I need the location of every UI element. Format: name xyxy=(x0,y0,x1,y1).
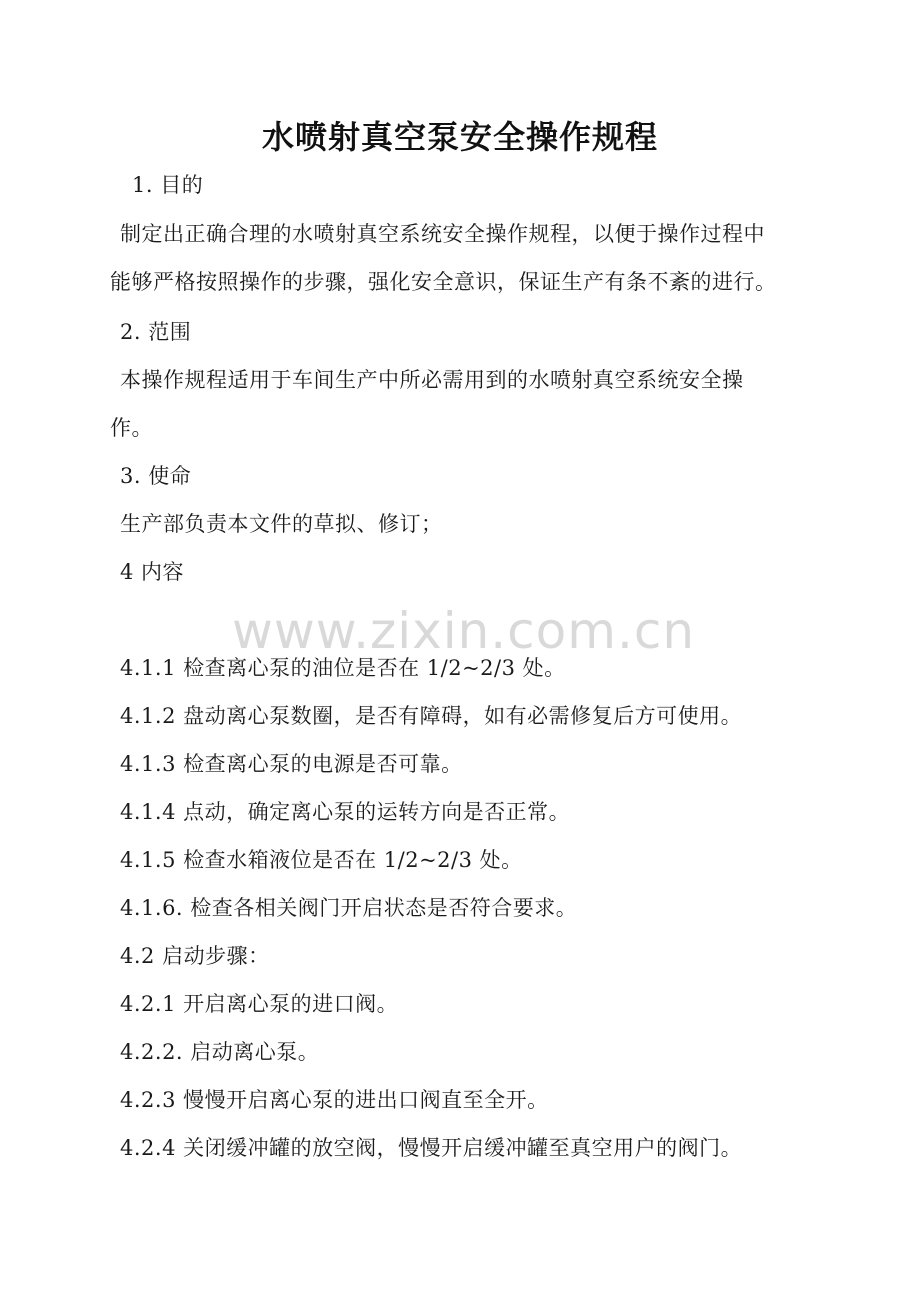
subsection-heading: 4.2 启动步骤： xyxy=(120,944,270,968)
list-item: 4.2.4 关闭缓冲罐的放空阀，慢慢开启缓冲罐至真空用户的阀门。 xyxy=(120,1136,743,1160)
list-item: 4.2.3 慢慢开启离心泵的进出口阀直至全开。 xyxy=(120,1088,549,1112)
paragraph-line: 制定出正确合理的水喷射真空系统安全操作规程，以便于操作过程中 xyxy=(120,222,765,246)
paragraph-line: 生产部负责本文件的草拟、修订； xyxy=(120,512,443,536)
section-heading-purpose: 1. 目的 xyxy=(132,173,204,197)
list-item: 4.1.5 检查水箱液位是否在 1/2~2/3 处。 xyxy=(120,848,523,872)
paragraph-line: 作。 xyxy=(110,416,153,440)
paragraph-line: 本操作规程适用于车间生产中所必需用到的水喷射真空系统安全操 xyxy=(120,368,744,392)
paragraph-line: 能够严格按照操作的步骤，强化安全意识，保证生产有条不紊的进行。 xyxy=(110,270,777,294)
document-title: 水喷射真空泵安全操作规程 xyxy=(261,118,658,156)
list-item: 4.1.6. 检查各相关阀门开启状态是否符合要求。 xyxy=(120,896,578,920)
list-item: 4.1.1 检查离心泵的油位是否在 1/2~2/3 处。 xyxy=(120,656,566,680)
list-item: 4.2.2. 启动离心泵。 xyxy=(120,1040,320,1064)
section-heading-scope: 2. 范围 xyxy=(120,320,192,344)
section-heading-content: 4 内容 xyxy=(120,560,185,584)
list-item: 4.1.3 检查离心泵的电源是否可靠。 xyxy=(120,752,463,776)
list-item: 4.2.1 开启离心泵的进口阀。 xyxy=(120,992,399,1016)
list-item: 4.1.4 点动，确定离心泵的运转方向是否正常。 xyxy=(120,800,571,824)
list-item: 4.1.2 盘动离心泵数圈，是否有障碍，如有必需修复后方可使用。 xyxy=(120,704,743,728)
section-heading-mission: 3. 使命 xyxy=(120,464,192,488)
watermark: www.zixin.com.cn xyxy=(232,602,696,660)
